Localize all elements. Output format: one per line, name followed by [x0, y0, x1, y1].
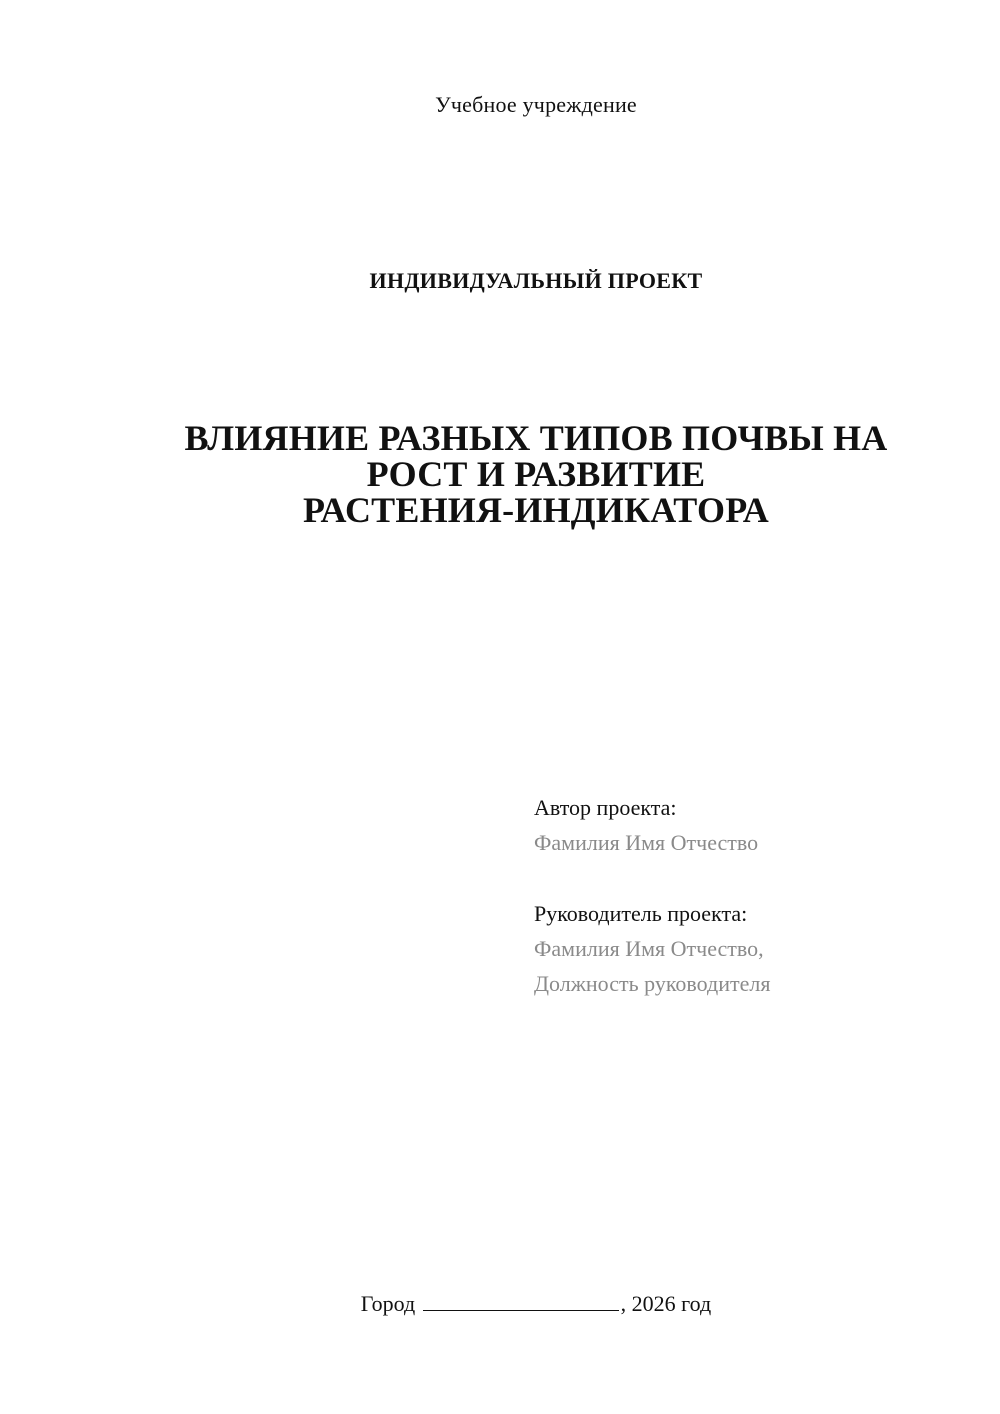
credits-block [534, 790, 770, 1001]
project-title [0, 420, 1000, 528]
year-text: , 2026 год [620, 1291, 712, 1316]
document-type: ИНДИВИДУАЛЬНЫЙ ПРОЕКТ [369, 268, 703, 293]
author-label: Автор проекта: [534, 795, 677, 820]
city-label: Город [360, 1291, 416, 1316]
supervisor-name: Фамилия Имя Отчество, [534, 936, 764, 961]
author-name: Фамилия Имя Отчество [534, 830, 759, 855]
title-line-3: РАСТЕНИЯ-ИНДИКАТОРА [302, 490, 770, 530]
supervisor-position: Должность руководителя [534, 971, 771, 996]
footer-city-year [0, 1290, 1000, 1317]
city-blank-line [423, 1290, 619, 1311]
title-line-2: РОСТ И РАЗВИТИЕ [366, 454, 706, 494]
supervisor-label: Руководитель проекта: [534, 901, 748, 926]
credits-spacer [534, 860, 770, 896]
institution-name: Учебное учреждение [435, 92, 637, 117]
title-line-1: ВЛИЯНИЕ РАЗНЫХ ТИПОВ ПОЧВЫ НА [184, 418, 888, 458]
